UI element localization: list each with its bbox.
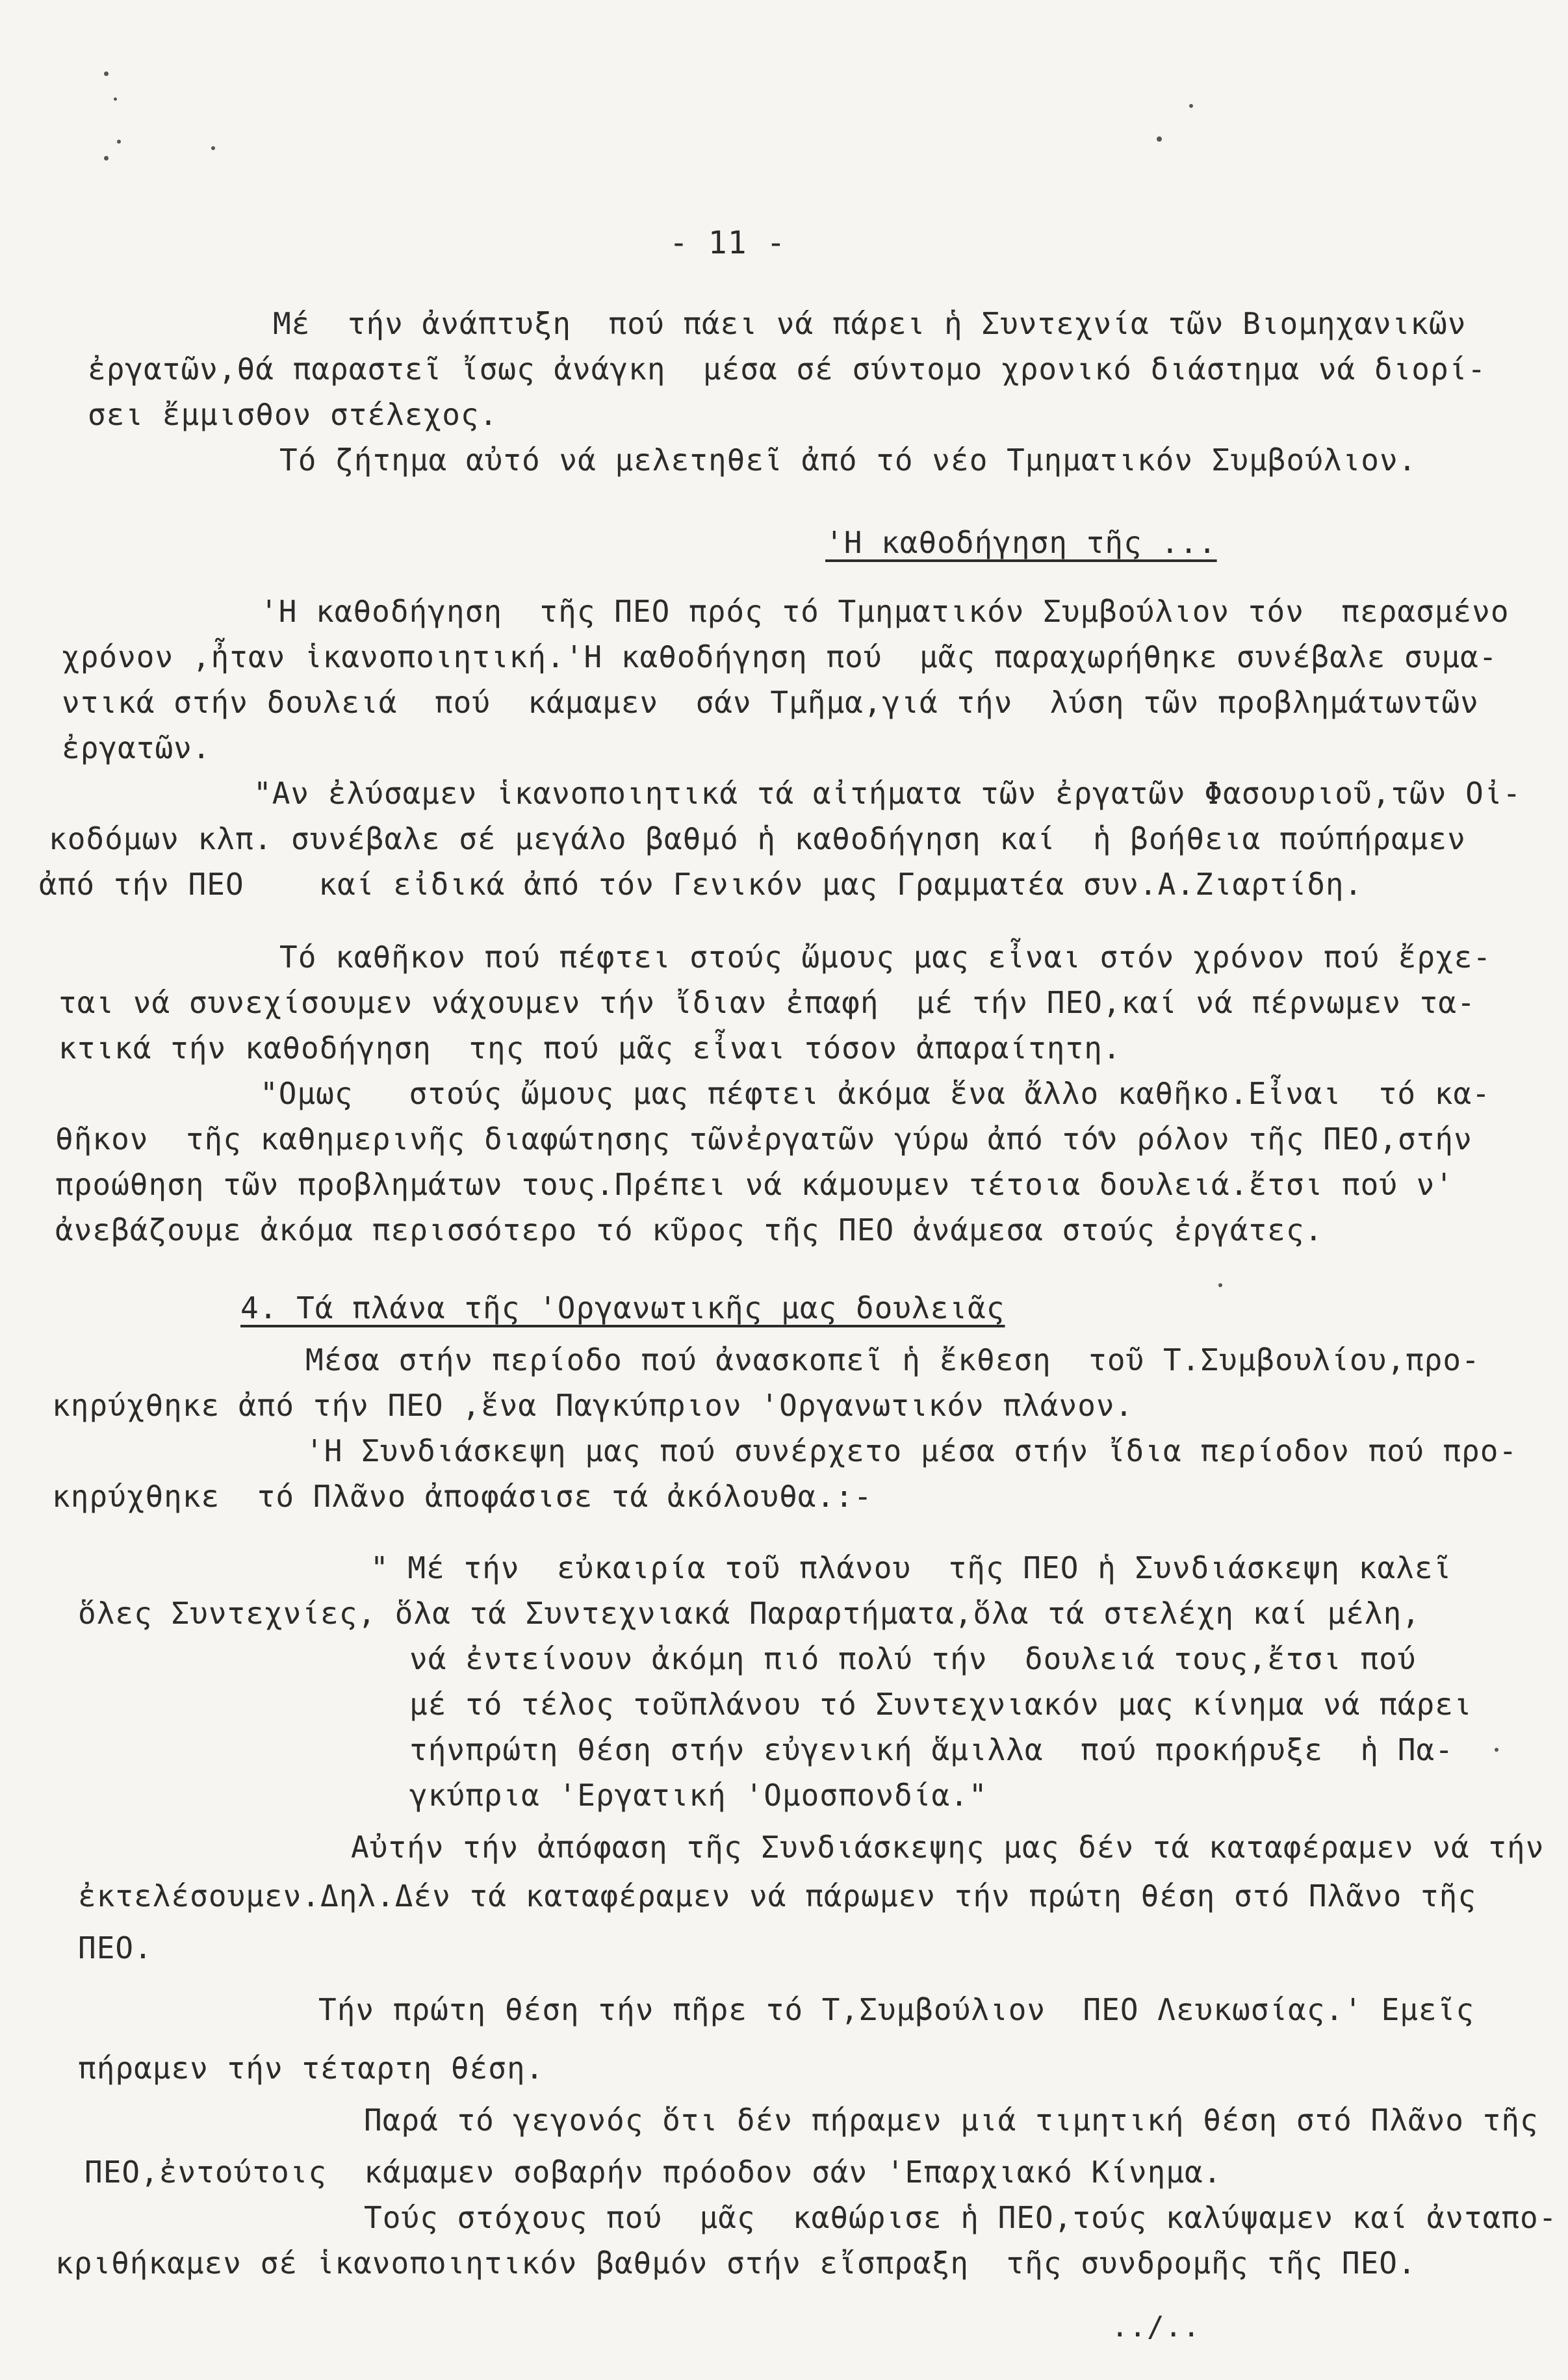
text-line: θῆκον τῆς καθημερινῆς διαφώτησης τῶνἐργατῶν γύρω ἀπό τόν ρόλον τῆς ΠΕΟ,στήν (55, 1121, 1472, 1157)
text-line: Τούς στόχους πού μᾶς καθώρισε ἡ ΠΕΟ,τούς καλύψαμεν καί ἀνταπο- (364, 2200, 1558, 2235)
text-line: 'Η Συνδιάσκεψη μας πού συνέρχετο μέσα στήν ἴδια περίοδον πού προ- (305, 1433, 1518, 1468)
quoted-decision-line: ὅλες Συντεχνίες, ὅλα τά Συντεχνιακά Παραρτήματα,ὅλα τά στελέχη καί μέλη, (78, 1596, 1420, 1631)
text-line: προώθηση τῶν προβλημάτων τους.Πρέπει νά κάμουμεν τέτοια δουλειά.ἔτσι πού ν' (55, 1167, 1454, 1202)
quoted-decision-line: νά ἐντείνουν ἀκόμη πιό πολύ τήν δουλειά τους,ἔτσι πού (409, 1641, 1417, 1676)
text-line: Παρά τό γεγονός ὅτι δέν πήραμεν μιά τιμητική θέση στό Πλᾶνο τῆς (364, 2103, 1539, 2138)
text-line: κηρύχθηκε ἀπό τήν ΠΕΟ ,ἕνα Παγκύπριον 'Οργανωτικόν πλάνον. (52, 1388, 1134, 1423)
text-line: χρόνον ,ἦταν ἱκανοποιητική.'Η καθοδήγηση πού μᾶς παραχωρήθηκε συνέβαλε συμα- (62, 639, 1498, 674)
text-line: "Ομως στούς ὤμους μας πέφτει ἀκόμα ἕνα ἄλλο καθῆκο.Εἶναι τό κα- (260, 1076, 1491, 1111)
quoted-decision-line: μέ τό τέλος τοῦπλάνου τό Συντεχνιακόν μας κίνημα νά πάρει (409, 1687, 1472, 1722)
text-line: πήραμεν τήν τέταρτη θέση. (78, 2051, 545, 2086)
text-line: Αὐτήν τήν ἀπόφαση τῆς Συνδιάσκεψης μας δέν τά καταφέραμεν νά τήν (351, 1830, 1545, 1865)
text-line: σει ἔμμισθον στέλεχος. (88, 397, 498, 432)
continuation-mark: ../.. (1111, 2310, 1201, 2344)
text-line: κοδόμων κλπ. συνέβαλε σέ μεγάλο βαθμό ἡ καθοδήγηση καί ἡ βοήθεια πούπήραμεν (49, 821, 1466, 856)
text-line: 'Η καθοδήγηση τῆς ΠΕΟ πρός τό Τμηματικόν Συμβούλιον τόν περασμένο (260, 594, 1510, 629)
text-line: Τό ζήτημα αὐτό νά μελετηθεῖ ἀπό τό νέο Τμηματικόν Συμβούλιον. (279, 442, 1417, 478)
text-line: Τήν πρώτη θέση τήν πῆρε τό Τ,Συμβούλιον ΠΕΟ Λευκωσίας.' Εμεῖς (318, 1992, 1475, 2027)
text-line: Τό καθῆκον πού πέφτει στούς ὤμους μας εἶναι στόν χρόνον πού ἔρχε- (279, 940, 1492, 975)
quoted-decision-line: τήνπρώτη θέση στήν εὐγενική ἅμιλλα πού προκήρυξε ἡ Πα- (409, 1732, 1454, 1767)
text-line: ἀνεβάζουμε ἀκόμα περισσότερο τό κῦρος τῆς ΠΕΟ ἀνάμεσα στούς ἐργάτες. (55, 1212, 1324, 1248)
text-line: ΠΕΟ. (78, 1930, 153, 1965)
page-number: - 11 - (669, 225, 786, 261)
text-line: ἐργατῶν. (62, 730, 211, 765)
text-line: ΠΕΟ,ἐντούτοις κάμαμεν σοβαρήν πρόοδον σάν 'Επαρχιακό Κίνημα. (84, 2155, 1222, 2190)
text-line: ἀπό τήν ΠΕΟ καί εἰδικά ἀπό τόν Γενικόν μας Γραμματέα συν.Α.Ζιαρτίδη. (39, 867, 1363, 902)
quoted-decision-line: γκύπρια 'Εργατική 'Ομοσπονδία." (409, 1778, 988, 1813)
text-line: ται νά συνεχίσουμεν νάχουμεν τήν ἴδιαν ἐπαφή μέ τήν ΠΕΟ,καί νά πέρνωμεν τα- (58, 985, 1476, 1020)
text-line: "Αν ἐλύσαμεν ἱκανοποιητικά τά αἰτήματα τῶν ἐργατῶν Φασουριοῦ,τῶν Οἰ- (253, 776, 1522, 811)
text-line: ντικά στήν δουλειά πού κάμαμεν σάν Τμῆμα,γιά τήν λύση τῶν προβλημάτωντῶν (62, 685, 1479, 720)
section-heading: 4. Τά πλάνα τῆς 'Οργανωτικῆς μας δουλειᾶς (240, 1290, 1005, 1325)
text-line: ἐργατῶν,θά παραστεῖ ἴσως ἀνάγκη μέσα σέ σύντομο χρονικό διάστημα νά διορί- (88, 352, 1487, 387)
text-line: κριθήκαμεν σέ ἱκανοποιητικόν βαθμόν στήν εἴσπραξη τῆς συνδρομῆς τῆς ΠΕΟ. (55, 2246, 1417, 2281)
text-line: κηρύχθηκε τό Πλᾶνο ἀποφάσισε τά ἀκόλουθα.:- (52, 1479, 873, 1514)
section-heading: 'Η καθοδήγηση τῆς ... (825, 525, 1217, 560)
text-line: κτικά τήν καθοδήγηση της πού μᾶς εἶναι τόσον ἀπαραίτητη. (58, 1030, 1122, 1066)
text-line: Μέσα στήν περίοδο πού ἀνασκοπεῖ ἡ ἔκθεση τοῦ Τ.Συμβουλίου,προ- (305, 1342, 1480, 1377)
text-line: ἐκτελέσουμεν.Δηλ.Δέν τά καταφέραμεν νά πάρωμεν τήν πρώτη θέση στό Πλᾶνο τῆς (78, 1878, 1477, 1913)
text-line: Μέ τήν ἀνάπτυξη πού πάει νά πάρει ἡ Συντεχνία τῶν Βιομηχανικῶν (273, 306, 1467, 341)
quoted-decision-line: " Μέ τήν εὐκαιρία τοῦ πλάνου τῆς ΠΕΟ ἡ Συνδιάσκεψη καλεῖ (370, 1550, 1452, 1585)
